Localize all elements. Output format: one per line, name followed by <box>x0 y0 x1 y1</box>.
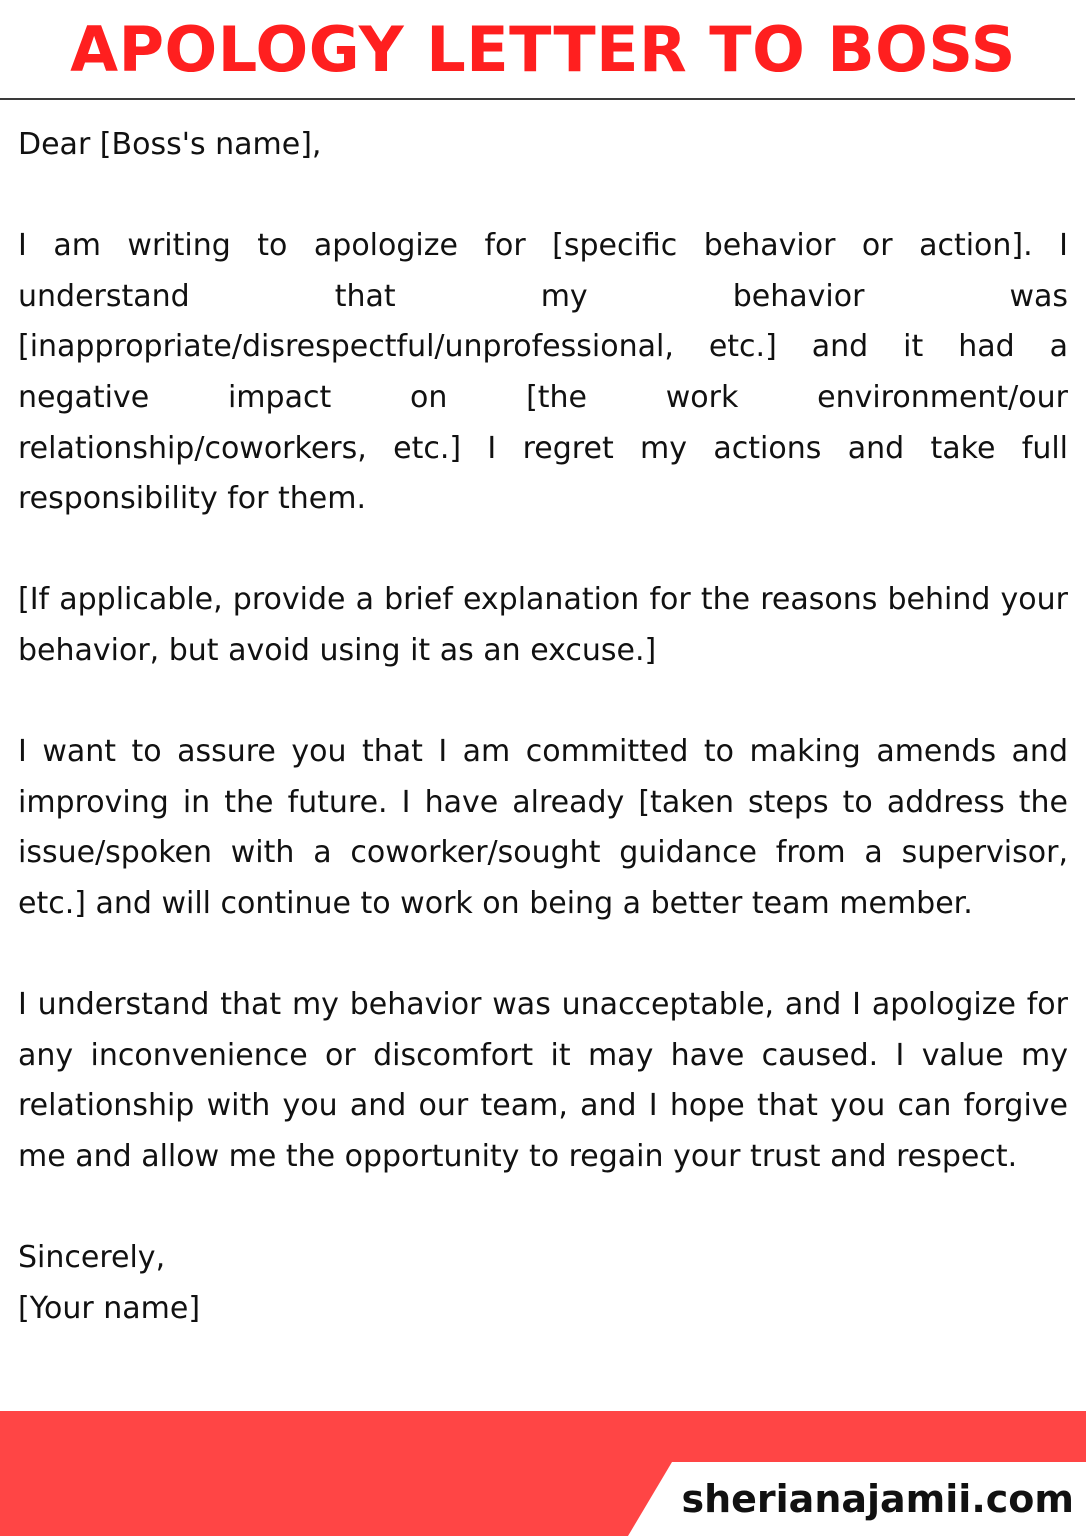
letter-paragraph-apology: I am writing to apologize for [specific behavior or action]. I understand that my behavior was [inappropriate/disrespectful/unprofessional, etc.] and it had a negative impact on [the work environment/our relationship/coworkers, etc.] I regret my actions and take full responsibility for them. <box>18 228 1068 517</box>
footer-website-label: sherianajamii.com <box>681 1477 1074 1521</box>
letter-paragraph-explanation: [If applicable, provide a brief explanation for the reasons behind your behavior, but avoid using it as an excuse.] <box>18 582 1068 668</box>
letter-paragraph-commitment: I want to assure you that I am committed to making amends and improving in the future. I have already [taken steps to address the issue/spoken with a coworker/sought guidance from a supervisor, etc.] and will continue to work on being a better team member. <box>18 734 1068 921</box>
title-divider <box>0 98 1075 100</box>
letter-signature: [Your name] <box>18 1290 201 1326</box>
letter-salutation: Dear [Boss's name], <box>18 127 322 162</box>
letter-closing: Sincerely, <box>18 1240 166 1276</box>
letter-body <box>18 120 1068 1334</box>
page-title: APOLOGY LETTER TO BOSS <box>70 13 1016 86</box>
letter-paragraph-closing-remarks: I understand that my behavior was unacceptable, and I apologize for any inconvenience or discomfort it may have caused. I value my relationship with you and our team, and I hope that you can forgive me and allow me the opportunity to regain your trust and respect. <box>18 987 1068 1174</box>
